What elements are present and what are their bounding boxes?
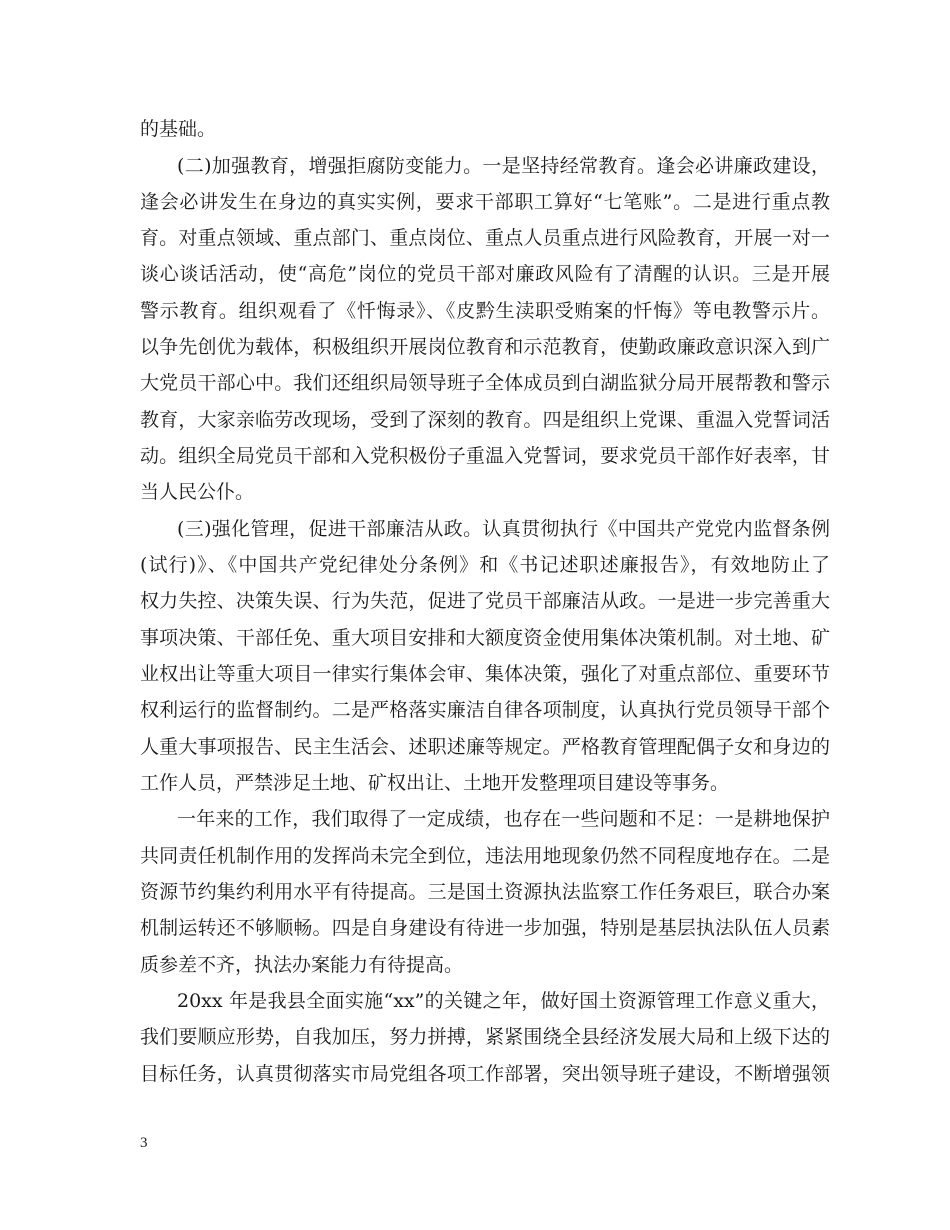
text-line: 质参差不齐，执法办案能力有待提高。 xyxy=(140,954,464,976)
text-line: 逢会必讲发生在身边的真实实例，要求干部职工算好“七笔账”。二是进行重点教 xyxy=(140,191,830,213)
text-line: 一年来的工作，我们取得了一定成绩，也存在一些问题和不足：一是耕地保护 xyxy=(177,808,830,830)
text-line: (三)强化管理，促进干部廉洁从政。认真贯彻执行《中国共产党党内监督条例 xyxy=(177,518,830,540)
text-line: 以争先创优为载体，积极组织开展岗位教育和示范教育，使勤政廉政意识深入到广 xyxy=(140,336,830,358)
text-line: 20xx 年是我县全面实施“xx”的关键之年，做好国土资源管理工作意义重大， xyxy=(177,990,830,1012)
text-line: 警示教育。组织观看了《忏悔录》、《皮黔生渎职受贿案的忏悔》等电教警示片。 xyxy=(140,300,830,322)
text-line: 的基础。 xyxy=(140,118,217,140)
text-line: 谈心谈话活动，使“高危”岗位的党员干部对廉政风险有了清醒的认识。三是开展 xyxy=(140,263,830,285)
text-line: 资源节约集约利用水平有待提高。三是国土资源执法监察工作任务艰巨，联合办案 xyxy=(140,881,830,903)
text-line: 机制运转还不够顺畅。四是自身建设有待进一步加强，特别是基层执法队伍人员素 xyxy=(140,917,830,939)
text-line: 当人民公仆。 xyxy=(140,481,255,503)
text-line: 人重大事项报告、民主生活会、述职述廉等规定。严格教育管理配偶子女和身边的 xyxy=(140,736,830,758)
text-line: 动。组织全局党员干部和入党积极份子重温入党誓词，要求党员干部作好表率，甘 xyxy=(140,445,830,467)
text-line: 我们要顺应形势，自我加压，努力拼搏，紧紧围绕全县经济发展大局和上级下达的 xyxy=(140,1026,830,1048)
text-line: (二)加强教育，增强拒腐防变能力。一是坚持经常教育。逢会必讲廉政建设， xyxy=(177,155,830,177)
text-line: 权力失控、决策失误、行为失范，促进了党员干部廉洁从政。一是进一步完善重大 xyxy=(140,590,830,612)
text-line: 目标任务，认真贯彻落实市局党组各项工作部署，突出领导班子建设，不断增强领 xyxy=(140,1063,830,1085)
text-line: (试行)》、《中国共产党纪律处分条例》和《书记述职述廉报告》，有效地防止了 xyxy=(140,554,830,576)
text-line: 共同责任机制作用的发挥尚未完全到位，违法用地现象仍然不同程度地存在。二是 xyxy=(140,845,830,867)
text-line: 大党员干部心中。我们还组织局领导班子全体成员到白湖监狱分局开展帮教和警示 xyxy=(140,372,830,394)
text-line: 工作人员，严禁涉足土地、矿权出让、土地开发整理项目建设等事务。 xyxy=(140,772,730,794)
text-line: 教育，大家亲临劳改现场，受到了深刻的教育。四是组织上党课、重温入党誓词活 xyxy=(140,409,830,431)
text-line: 育。对重点领域、重点部门、重点岗位、重点人员重点进行风险教育，开展一对一 xyxy=(140,227,830,249)
text-line: 事项决策、干部任免、重大项目安排和大额度资金使用集体决策机制。对土地、矿 xyxy=(140,627,830,649)
text-line: 权利运行的监督制约。二是严格落实廉洁自律各项制度，认真执行党员领导干部个 xyxy=(140,699,830,721)
page-number: 3 xyxy=(140,1135,148,1151)
text-line: 业权出让等重大项目一律实行集体会审、集体决策，强化了对重点部位、重要环节 xyxy=(140,663,830,685)
